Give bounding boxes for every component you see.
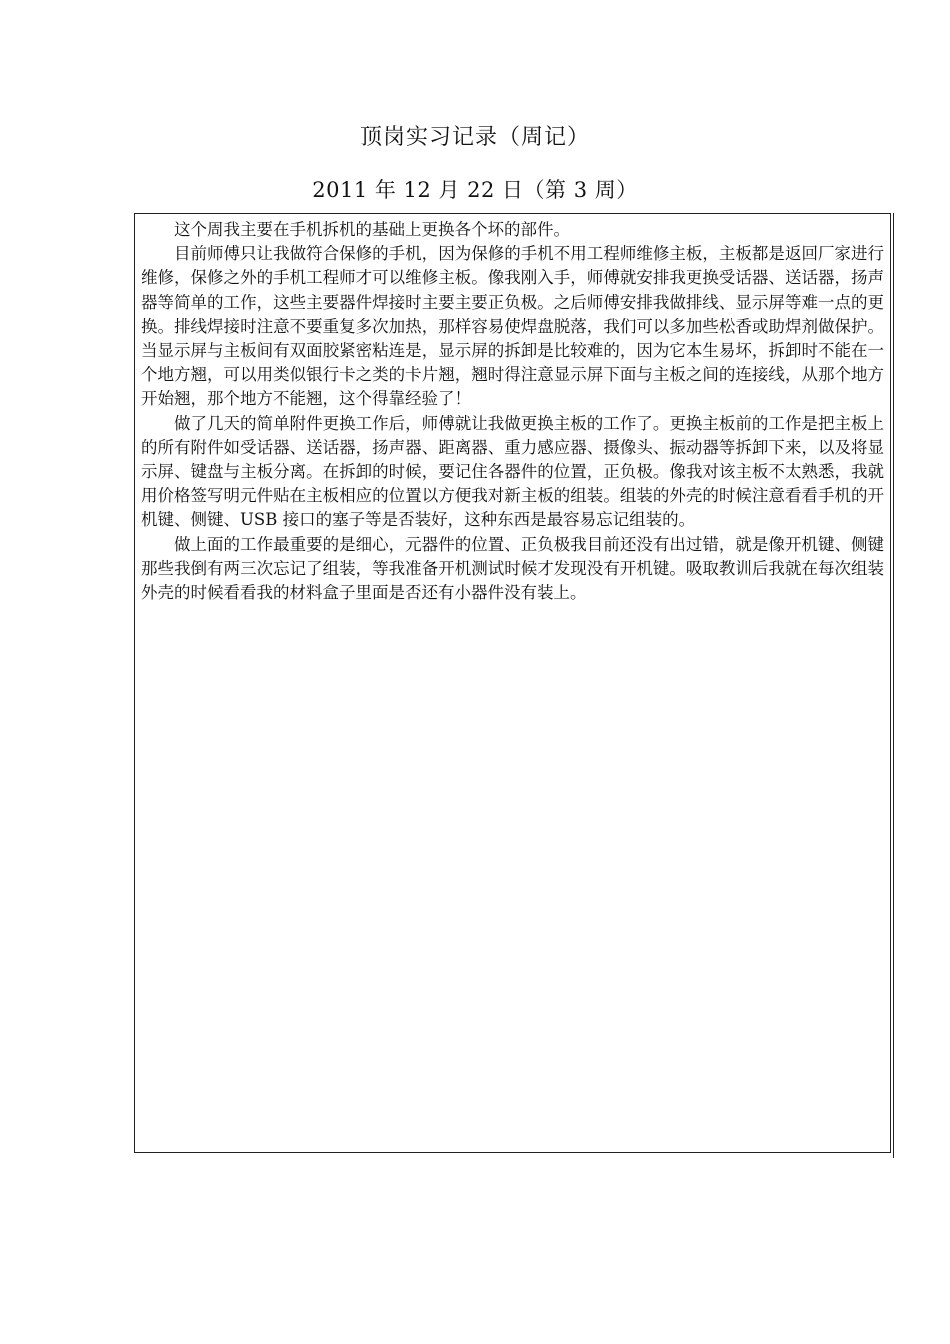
record-content <box>141 218 884 605</box>
paragraph: 做上面的工作最重要的是细心，元器件的位置、正负极我目前还没有出过错，就是像开机键、侧键那些我倒有两三次忘记了组装，等我准备开机测试时候才发现没有开机键。吸取教训后我就在每次组装外壳的时候看看我的材料盒子里面是否还有小器件没有装上。 <box>141 534 884 603</box>
page-title: 顶岗实习记录（周记） <box>359 125 590 150</box>
record-box <box>134 213 891 1153</box>
paragraph: 目前师傅只让我做符合保修的手机，因为保修的手机不用工程师维修主板，主板都是返回厂家进行维修，保修之外的手机工程师才可以维修主板。像我刚入手，师傅就安排我更换受话器、送话器，扬声器等简单的工作，这些主要器件焊接时主要主要正负极。之后师傅安排我做排线、显示屏等难一点的更换。排线焊接时注意不要重复多次加热，那样容易使焊盘脱落，我们可以多加些松香或助焊剂做保护。当显示屏与主板间有双面胶紧密粘连是，显示屏的拆卸是比较难的，因为它本生易坏，拆卸时不能在一个地方翘，可以用类似银行卡之类的卡片翘，翘时得注意显示屏下面与主板之间的连接线，从那个地方开始翘，那个地方不能翘，这个得靠经验了！ <box>141 244 884 409</box>
paragraph: 这个周我主要在手机拆机的基础上更换各个坏的部件。 <box>174 220 570 239</box>
date-line: 2011 年 12 月 22 日（第 3 周） <box>312 178 638 202</box>
paragraph: 做了几天的简单附件更换工作后，师傅就让我做更换主板的工作了。更换主板前的工作是把主板上的所有附件如受话器、送话器，扬声器、距离器、重力感应器、摄像头、振动器等拆卸下来，以及将显示屏、键盘与主板分离。在拆卸的时候，要记住各器件的位置，正负极。像我对该主板不太熟悉，我就用价格签写明元件贴在主板相应的位置以方便我对新主板的组装。组装的外壳的时候注意看看手机的开机键、侧键、USB 接口的塞子等是否装好，这种东西是最容易忘记组装的。 <box>141 413 884 530</box>
